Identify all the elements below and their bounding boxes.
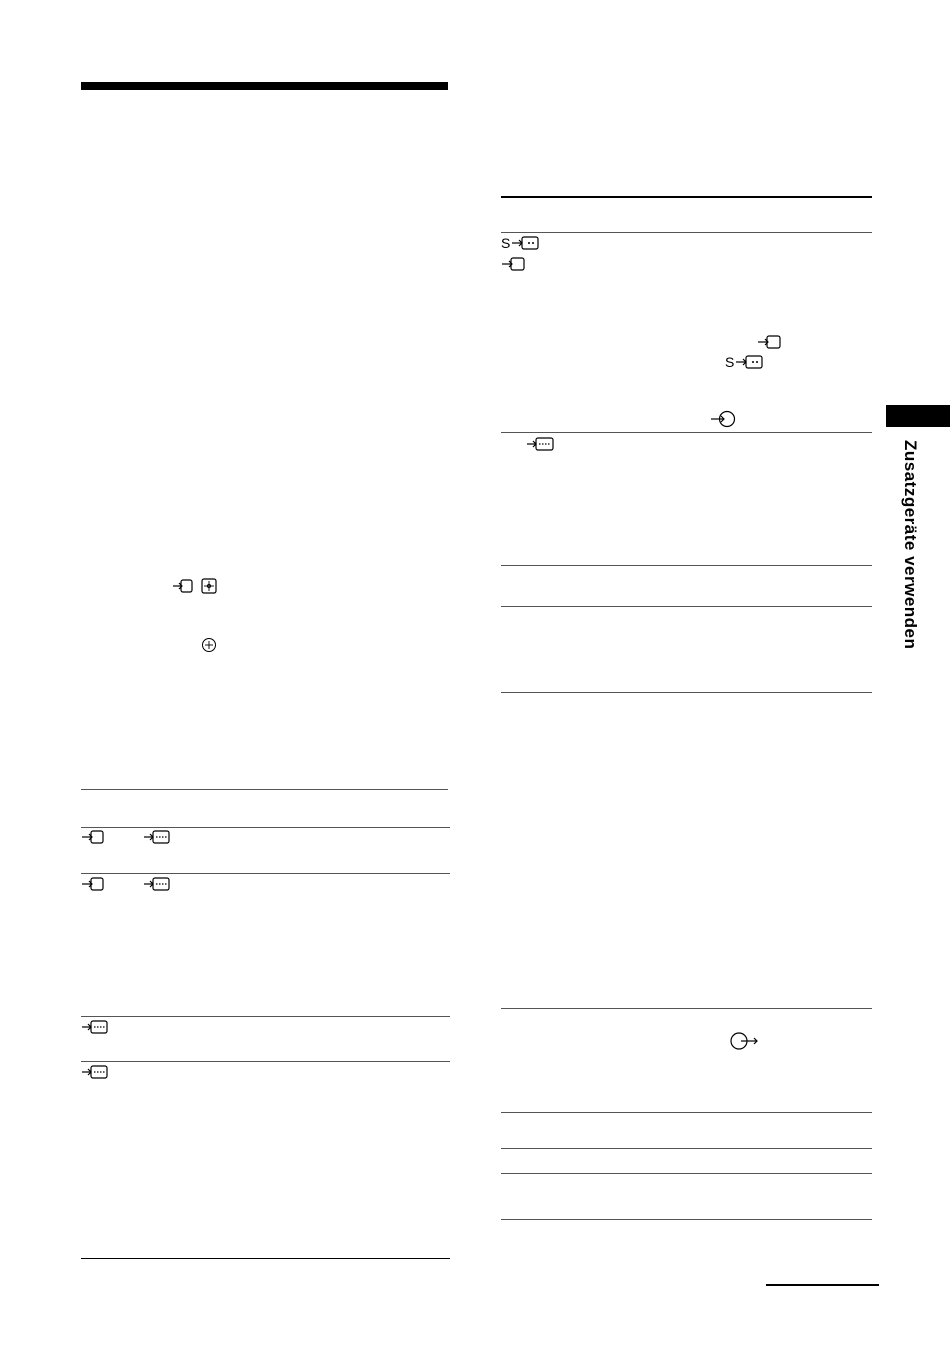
video-output-icon bbox=[526, 436, 556, 452]
audio-input-icon bbox=[710, 410, 738, 428]
audio-output-icon bbox=[729, 1031, 759, 1051]
s-video-input-icon bbox=[735, 354, 765, 370]
video-input-icon bbox=[172, 578, 194, 594]
left-table-row-rule bbox=[81, 1016, 450, 1017]
right-table-row-rule bbox=[501, 1173, 872, 1174]
left-table-header-rule bbox=[81, 827, 450, 828]
section-title-bar bbox=[81, 82, 448, 90]
left-table-row-rule bbox=[81, 873, 450, 874]
video-input-icon bbox=[757, 334, 783, 350]
left-table-row-rule bbox=[81, 1061, 450, 1062]
s-video-prefix: S bbox=[501, 235, 511, 251]
video-output-icon bbox=[143, 876, 171, 892]
s-video-prefix: S bbox=[725, 354, 735, 370]
right-table-row-rule bbox=[501, 1112, 872, 1113]
video-output-icon bbox=[81, 1019, 109, 1035]
video-input-icon bbox=[81, 829, 105, 845]
video-input-icon bbox=[501, 256, 527, 272]
headphones-icon bbox=[201, 637, 217, 653]
chapter-tab-label: Zusatzgeräte verwenden bbox=[901, 440, 920, 650]
right-table-row-rule bbox=[501, 692, 872, 693]
right-table-row-rule bbox=[501, 1148, 872, 1149]
chapter-tab-marker bbox=[886, 405, 950, 427]
rgb-input-icon bbox=[200, 578, 218, 594]
right-table-header-rule bbox=[501, 232, 872, 233]
right-table-row-rule bbox=[501, 565, 872, 566]
s-video-input-icon bbox=[511, 235, 541, 251]
left-table-bottom-rule bbox=[81, 1258, 450, 1259]
video-output-icon bbox=[81, 1064, 109, 1080]
video-input-icon bbox=[81, 876, 105, 892]
video-output-icon bbox=[143, 829, 171, 845]
continued-rule bbox=[766, 1284, 879, 1286]
right-table-row-rule bbox=[501, 1008, 872, 1009]
left-table-top-rule bbox=[81, 789, 448, 790]
right-table-top-rule bbox=[501, 196, 872, 198]
right-table-bottom-rule bbox=[501, 1219, 872, 1220]
right-table-row-rule bbox=[501, 432, 872, 433]
right-table-row-rule bbox=[501, 606, 872, 607]
